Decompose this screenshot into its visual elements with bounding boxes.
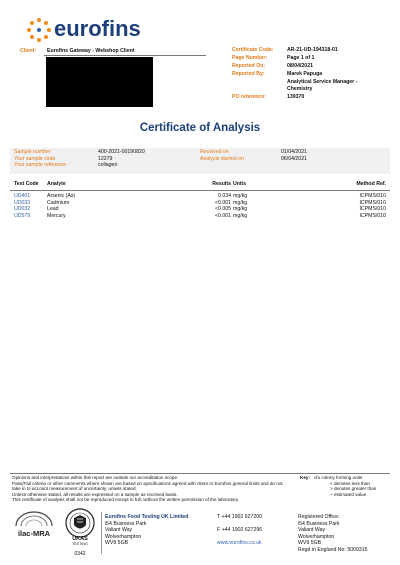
result-unit: mg/kg bbox=[233, 212, 248, 219]
po-reference: 139370 bbox=[287, 93, 305, 100]
method-ref: ICPMS/010 bbox=[359, 206, 386, 213]
certificate-meta bbox=[232, 47, 392, 100]
key-item: < denotes less than bbox=[330, 480, 370, 486]
meta-label: PO reference: bbox=[232, 93, 267, 100]
result-value: <0.001 bbox=[214, 199, 231, 206]
ukas-number: 0342 bbox=[74, 551, 86, 557]
reg-number: Regd in England No: 5009315 bbox=[298, 546, 368, 553]
address-line: i54 Business Park bbox=[105, 520, 147, 527]
ilac-text: ilac-MRA bbox=[17, 529, 51, 538]
sample-number: 400-2021-00190820 bbox=[98, 149, 145, 155]
reg-title: Registered Office: bbox=[298, 514, 340, 520]
table-row bbox=[14, 213, 386, 220]
received-label: Received on bbox=[200, 149, 229, 155]
eurofins-logo-mark bbox=[28, 18, 52, 42]
ukas-sub: TESTING bbox=[72, 542, 88, 546]
sample-code: 12279 bbox=[98, 155, 113, 162]
result-value: <0.005 bbox=[214, 206, 231, 213]
table-row bbox=[14, 193, 386, 200]
brand-name: eurofins bbox=[54, 16, 141, 41]
method-ref: ICPMS/010 bbox=[359, 199, 386, 206]
method-ref: ICPMS/010 bbox=[359, 193, 386, 199]
footer-note: This certificate of analysis shall not be reproduced except in full, without the written permission of the laboratory. bbox=[12, 497, 240, 503]
sample-code-label: Your sample code bbox=[14, 155, 56, 162]
meta-label: Page Number: bbox=[232, 54, 268, 61]
table-row bbox=[14, 206, 386, 213]
telephone: T +44 1902 627200 bbox=[217, 514, 263, 520]
analyte: Lead bbox=[47, 206, 59, 213]
result-unit: mg/kg bbox=[233, 199, 248, 206]
analysis-started-label: Analysis started on bbox=[200, 155, 244, 162]
analyte: Mercury bbox=[47, 212, 66, 219]
key-item: > denotes greater than bbox=[330, 486, 377, 492]
reported-by: Marek Papuga bbox=[287, 70, 323, 77]
analyte: Cadmium bbox=[47, 199, 70, 206]
page-number: Page 1 of 1 bbox=[287, 54, 315, 61]
document-title: Certificate of Analysis bbox=[139, 122, 261, 134]
client-label: Client: bbox=[20, 48, 37, 54]
analyte: Arsenic (As) bbox=[47, 193, 76, 199]
reg-address-line: Valiant Way bbox=[298, 527, 326, 534]
test-code: UD579 bbox=[14, 212, 31, 219]
analysis-started-date: 06/04/2021 bbox=[281, 155, 307, 162]
key-item: cfu colony forming units bbox=[314, 475, 363, 480]
results-table bbox=[14, 193, 386, 219]
ukas-text: UKAS bbox=[72, 536, 88, 542]
company-name: Eurofins Food Testing UK Limited bbox=[105, 514, 189, 520]
key-legend bbox=[300, 475, 390, 497]
footer-notes bbox=[12, 475, 302, 503]
address-line: Wolverhampton bbox=[105, 533, 142, 540]
header-method: Method Ref. bbox=[356, 181, 386, 187]
test-code: UD401 bbox=[14, 193, 31, 199]
registered-office bbox=[298, 514, 393, 554]
redacted-client-address bbox=[46, 57, 153, 107]
reported-on: 08/04/2021 bbox=[287, 62, 313, 69]
address-line: Valiant Way bbox=[105, 527, 133, 534]
method-ref: ICPMS/010 bbox=[359, 212, 386, 219]
company-address bbox=[105, 514, 215, 547]
ukas-logo bbox=[62, 507, 98, 559]
result-unit: mg/kg bbox=[233, 206, 248, 213]
header-units: Units bbox=[233, 181, 246, 187]
meta-label: Reported On: bbox=[232, 62, 266, 69]
reporter-role: Analytical Service Manager - Chemistry bbox=[287, 78, 358, 92]
reg-address-line: Wolverhampton bbox=[298, 533, 335, 540]
header-test-code: Test Code bbox=[14, 181, 39, 187]
result-value: 0.034 bbox=[218, 193, 231, 199]
footer-note: Unless otherwise stated, all results are expressed on a sample as received basis. bbox=[12, 491, 178, 497]
reg-address-line: WV9 5GB bbox=[298, 540, 322, 547]
footer-note: take in to account measurement of uncertainty, unless stated. bbox=[12, 486, 137, 492]
result-value: <0.001 bbox=[214, 212, 231, 219]
received-date: 01/04/2021 bbox=[281, 149, 307, 155]
sample-reference-label: Your sample reference bbox=[14, 162, 67, 169]
key-label: Key: bbox=[300, 475, 310, 480]
sample-reference: collagen bbox=[98, 162, 118, 169]
footer-note: Opinions and interpretations within this report are outside our accreditation scope. bbox=[12, 475, 179, 480]
client-value: Eurofins Gateway - Webshop Client bbox=[47, 48, 135, 54]
test-code: UD033 bbox=[14, 199, 31, 206]
results-header bbox=[14, 181, 386, 188]
key-item: ~ estimated value bbox=[330, 491, 367, 497]
reg-address-line: i54 Business Park bbox=[298, 520, 340, 527]
sample-info bbox=[14, 149, 384, 169]
footer-note: Pass/Fail criteria or other comments where shown are based on specifications agreed with client or Eurofins general limits and do not bbox=[12, 480, 283, 486]
header-analyte: Analyte bbox=[47, 181, 66, 187]
fax: F +44 1902 627296 bbox=[217, 527, 263, 534]
sample-number-label: Sample number bbox=[14, 149, 51, 155]
meta-label: Reported By: bbox=[232, 70, 265, 77]
test-code: UD032 bbox=[14, 206, 31, 213]
table-row bbox=[14, 200, 386, 207]
certificate-code: AR-21-UD-194318-01 bbox=[287, 47, 338, 53]
result-unit: mg/kg bbox=[233, 193, 248, 199]
website-link[interactable]: www.eurofins.co.uk bbox=[217, 540, 262, 547]
ilac-mra-logo bbox=[12, 510, 56, 544]
address-line: WV9 5GB bbox=[105, 540, 129, 547]
meta-label: Certificate Code: bbox=[232, 47, 274, 53]
contact-details bbox=[217, 514, 292, 547]
header-results: Results bbox=[212, 181, 231, 187]
